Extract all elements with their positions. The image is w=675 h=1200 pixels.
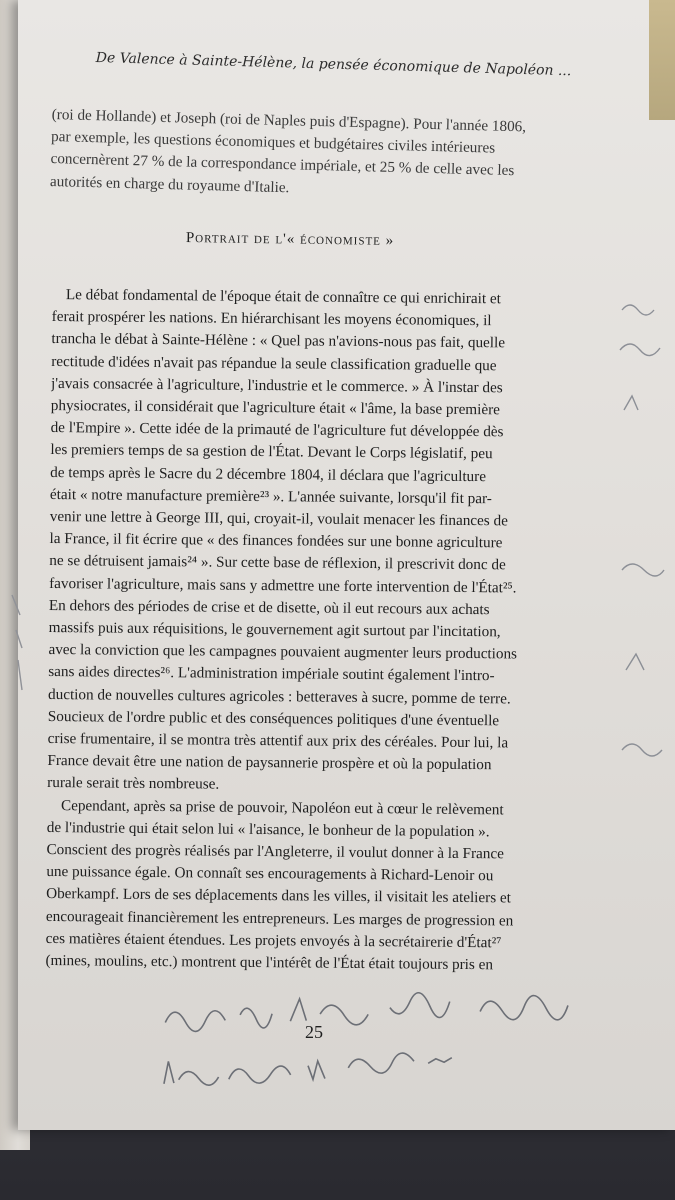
text-line: favoriser l'agriculture, mais sans y admettre une forte intervention de l'État²⁵.: [49, 574, 517, 597]
text-line: de l'industrie qui était selon lui « l'aisance, le bonheur de la population ».: [46, 818, 490, 841]
text-line: autorités en charge du royaume d'Italie.: [49, 172, 290, 196]
text-line: encourageait financièrement les entrepreneurs. Les marges de progression en: [45, 907, 514, 930]
text-line: Soucieux de l'ordre public et des conséquences politiques d'une éventuelle: [47, 707, 500, 730]
text-line: venir une lettre à George III, qui, croyait-il, voulait menacer les finances de: [49, 508, 508, 530]
text-line: Oberkampf. Lors de ses déplacements dans les villes, il visitait les ateliers et: [46, 885, 511, 907]
margin-annotations: [612, 290, 675, 810]
text-line: avec la conviction que les campagnes pouvaient augmenter leurs productions: [48, 641, 518, 663]
text-line: ces matières étaient étendues. Les projets envoyés à la secrétairerie d'État²⁷: [45, 929, 502, 952]
text-line: la France, il fit écrire que « des finances fondées sur une bonne agriculture: [49, 530, 503, 552]
text-line: Cependant, après sa prise de pouvoir, Napoléon eut à cœur le relèvement: [60, 796, 504, 819]
text-line: crise frumentaire, il se montra très attentif aux prix des céréales. Pour lui, la: [47, 730, 509, 752]
text-line: (roi de Hollande) et Joseph (roi de Naples puis d'Espagne). Pour l'année 1806,: [51, 105, 527, 136]
text-line: ferait prospérer les nations. En hiérarchisant les moyens économiques, il: [51, 308, 492, 330]
text-line: était « notre manufacture première²³ ». L'année suivante, lorsqu'il fit par-: [49, 485, 492, 508]
text-line: duction de nouvelles cultures agricoles : betteraves à sucre, pomme de terre.: [47, 685, 511, 708]
text-line: j'avais consacrée à l'agriculture, l'industrie et le commerce. » À l'instar des: [50, 374, 503, 397]
text-line: massifs puis aux réquisitions, le gouvernement agit surtout par l'incitation,: [48, 619, 501, 641]
text-line: les premiers temps de sa gestion de l'État. Devant le Corps législatif, peu: [50, 441, 493, 463]
text-line: En dehors des périodes de crise et de disette, où il eut recours aux achats: [48, 596, 490, 619]
text-line: rurale serait très nombreuse.: [47, 774, 220, 794]
page-corner: [649, 0, 675, 120]
text-line: rectitude d'idées n'avait pas répandue la seule classification graduelle que: [51, 352, 497, 374]
intro-paragraph: [50, 104, 612, 207]
text-line: ne se détruisent jamais²⁴ ». Sur cette base de réflexion, il prescrivit donc de: [49, 552, 506, 574]
text-line: France devait être une nation de paysannerie prospère et où la population: [47, 752, 492, 774]
text-line: une puissance égale. On connaît ses encouragements à Richard-Lenoir ou: [46, 863, 494, 885]
text-line: sans aides directes²⁶. L'administration impériale soutint également l'intro-: [48, 663, 495, 685]
text-line: Conscient des progrès réalisés par l'Angleterre, il voulut donner à la France: [46, 841, 505, 863]
text-line: de temps après le Sacre du 2 décembre 1804, il déclara que l'agriculture: [50, 463, 487, 485]
text-line: par exemple, les questions économiques et budgétaires civiles intérieures: [50, 128, 496, 157]
body-paragraphs: [45, 284, 612, 978]
text-line: concernèrent 27 % de la correspondance impériale, et 25 % de celle avec les: [50, 150, 515, 180]
text-line: trancha le débat à Sainte-Hélène : « Quel pas n'avions-nous pas fait, quelle: [51, 330, 506, 352]
text-line: Le débat fondamental de l'époque était de connaître ce qui enrichirait et: [65, 286, 501, 308]
text-line: (mines, moulins, etc.) montrent que l'intérêt de l'État était toujours pris en: [45, 952, 494, 974]
left-margin-marks: [2, 590, 36, 710]
running-head: De Valence à Sainte-Hélène, la pensée économique de Napoléon ...: [95, 50, 572, 80]
page-number: 25: [305, 1022, 323, 1042]
text-line: de l'Empire ». Cette idée de la primauté de l'agriculture fut développée dès: [50, 419, 504, 441]
text-line: physiocrates, il considérait que l'agriculture était « l'âme, la base première: [50, 397, 501, 419]
section-heading: Portrait de l'« économiste »: [185, 230, 395, 249]
